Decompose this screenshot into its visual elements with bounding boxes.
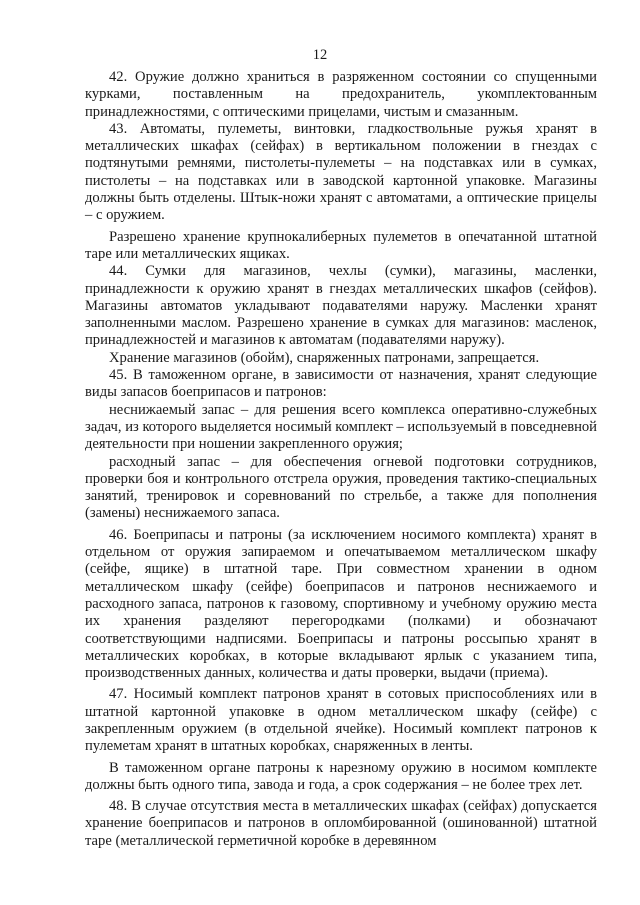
paragraph-45: 45. В таможенном органе, в зависимости от назначения, хранят следующие виды запасов боеприпасов и патронов: [85, 367, 597, 401]
paragraph-47-note: В таможенном органе патроны к нарезному оружию в носимом комплекте должны быть одного типа, завода и года, а срок содержания – не более трех лет. [85, 759, 597, 793]
paragraph-45-consumable-stock: расходный запас – для обеспечения огневой подготовки сотрудников, проверки боя и контрольного отстрела оружия, проведения тактико-специальных занятий, тренировок и соревнований по стрельбе, а также для пополнения (замены) неснижаемого запаса. [85, 453, 597, 522]
paragraph-42: 42. Оружие должно храниться в разряженном состоянии со спущенными курками, поставленным на предохранитель, укомплектованным принадлежностями, с оптическими прицелами, чистым и смазанным. [85, 69, 597, 120]
paragraph-43-note: Разрешено хранение крупнокалиберных пулеметов в опечатанной штатной таре или металлических ящиках. [85, 228, 597, 262]
paragraph-43: 43. Автоматы, пулеметы, винтовки, гладкоствольные ружья хранят в металлических шкафах (сейфах) в вертикальном положении в гнездах с подтянутыми ремнями, пистолеты-пулеметы – на подставках или в сумках, пистолеты – на подставках или в заводской картонной упаковке. Магазины должны быть отделены. Штык-ножи хранят с автоматами, а оптические прицелы – с оружием. [85, 120, 597, 224]
paragraph-44: 44. Сумки для магазинов, чехлы (сумки), магазины, масленки, принадлежности к оружию хранят в гнездах металлических шкафов (сейфов). Магазины автоматов укладывают подавателями наружу. Масленки хранят заполненными маслом. Разрешено хранение в сумках для магазинов: масленок, принадлежностей и магазинов к автоматам (подавателями наружу). [85, 263, 597, 349]
paragraph-48: 48. В случае отсутствия места в металлических шкафах (сейфах) допускается хранение боеприпасов и патронов в опломбированной (ошинованной) штатной таре (металлической герметичной коробке в деревянном [85, 798, 597, 849]
document-body [85, 69, 597, 850]
paragraph-45-reserve-stock: неснижаемый запас – для решения всего комплекса оперативно-служебных задач, из которого выделяется носимый комплект – используемый в повседневной деятельности при ношении закрепленного оружия; [85, 401, 597, 453]
paragraph-47: 47. Носимый комплект патронов хранят в сотовых приспособлениях или в штатной картонной упаковке в одном металлическом шкафу (сейфе) с закрепленным оружием (в отдельной ячейке). Носимый комплект патронов к пулеметам хранят в штатных коробках, снаряженных в ленты. [85, 686, 597, 755]
page-number: 12 [312, 47, 328, 63]
paragraph-46: 46. Боеприпасы и патроны (за исключением носимого комплекта) хранят в отдельном от оружия запираемом и опечатываемом металлическом шкафу (сейфе, ящике) в штатной таре. При совместном хранении в одном металлическом шкафу (сейфе) боеприпасов и патронов неснижаемого и расходного запаса, патронов к газовому, спортивному и учебному оружию места их хранения разделяют перегородками (полками) и обозначают соответствующими надписями. Боеприпасы и патроны россыпью хранят в металлических коробках, в которые вкладывают ярлык с указанием типа, производственных данных, количества и даты проверки, выдачи (приема). [85, 526, 597, 682]
paragraph-44-prohibition: Хранение магазинов (обойм), снаряженных патронами, запрещается. [109, 349, 540, 366]
